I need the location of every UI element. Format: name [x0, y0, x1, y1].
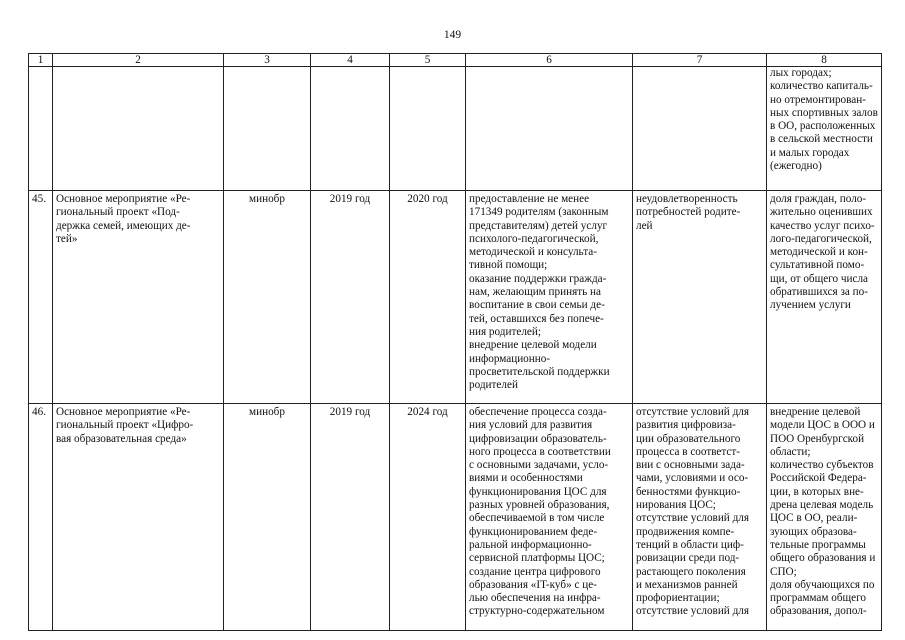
- consequences-cell: [633, 191, 767, 404]
- header-col-1: 1: [29, 54, 53, 67]
- result-text: предоставление не менее 171349 родителям (законным представителям) детей услуг психолого-педагогической, методической и консульта- тивной помощи; оказание поддержки гражда- нам, желающим принять на воспитание в свои семьи де- тей, оставшихся без попече- ния родителей; внедрение целевой модели информационно- просветительской поддержки родителей: [469, 193, 610, 392]
- continuation-row: [29, 67, 882, 191]
- table-row: [29, 191, 882, 404]
- header-col-4: 4: [311, 54, 390, 67]
- continuation-indicator-cell: [767, 67, 882, 191]
- result-text: обеспечение процесса созда- ния условий для развития цифровизации образователь- ного процесса в соответствии с основными задачами, усло- виями и особенностями функционирования ЦОС для разных уровней образования, обеспечиваемой в том числе функционированием феде- ральной информационно- сервисной платформы ЦОС; создание центра цифрового образования «IT-куб» с це- лью обеспечения на инфра- структурно-содержательном: [469, 406, 611, 618]
- header-col-5: 5: [390, 54, 466, 67]
- header-col-2: 2: [53, 54, 224, 67]
- column-number-header: [29, 54, 882, 67]
- event-cell: [53, 404, 224, 631]
- executor-cell: [224, 191, 311, 404]
- measures-table: [28, 53, 882, 631]
- start-cell: [311, 404, 390, 631]
- event-text: Основное мероприятие «Ре- гиональный проект «Под- держка семей, имеющих де- тей»: [56, 193, 191, 245]
- row-number: 45.: [29, 191, 53, 404]
- consequences-text: неудовлетворенность потребностей родите- лей: [636, 193, 741, 232]
- table-row: [29, 404, 882, 631]
- end-cell: [390, 191, 466, 404]
- end-year: 2024 год: [407, 406, 448, 418]
- indicator-cell: [767, 191, 882, 404]
- consequences-cell: [633, 404, 767, 631]
- executor-text: минобр: [249, 406, 285, 418]
- start-cell: [311, 191, 390, 404]
- executor-cell: [224, 404, 311, 631]
- end-cell: [390, 404, 466, 631]
- header-col-3: 3: [224, 54, 311, 67]
- result-cell: [466, 191, 633, 404]
- header-col-7: 7: [633, 54, 767, 67]
- page-number: 149: [443, 29, 462, 41]
- start-year: 2019 год: [329, 406, 371, 418]
- indicator-text: доля граждан, поло- жительно оценивших качество услуг психо- лого-педагогической, методической и кон- сультативной помо- щи, от общего числа обратившихся за по- лучением услуги: [770, 193, 875, 312]
- header-col-8: 8: [767, 54, 882, 67]
- header-col-6: 6: [466, 54, 633, 67]
- consequences-text: отсутствие условий для развития цифровиза- ции образовательного процесса в соответст- вии с основными зада- чами, условиями и осо- бенностями функцио- нирования ЦОС; отсутствие условий для продвижения компе- тенций в области циф- ровизации среди под- растающего поколения и механизмов ранней профориентации; отсутствие условий для: [636, 406, 750, 618]
- event-cell: [53, 191, 224, 404]
- result-cell: [466, 404, 633, 631]
- row-number: 46.: [29, 404, 53, 631]
- start-year: 2019 год: [329, 193, 371, 205]
- end-year: 2020 год: [407, 193, 448, 205]
- continuation-indicator-text: лых городах; количество капиталь- но отремонтирован- ных спортивных залов в ОО, расположенных в сельской местности и малых городах (ежегодно): [770, 67, 878, 173]
- indicator-cell: [767, 404, 882, 631]
- executor-text: минобр: [249, 193, 285, 205]
- indicator-text: внедрение целевой модели ЦОС в ООО и ПОО Оренбургской области; количество субъектов Российской Федера- ции, в которых вне- дрена целевая модель ЦОС в ОО, реали- зующих образова- тельные программы общего образования и СПО; доля обучающихся по программам общего образования, допол-: [770, 406, 876, 618]
- event-text: Основное мероприятие «Ре- гиональный проект «Цифро- вая образовательная среда»: [56, 406, 194, 445]
